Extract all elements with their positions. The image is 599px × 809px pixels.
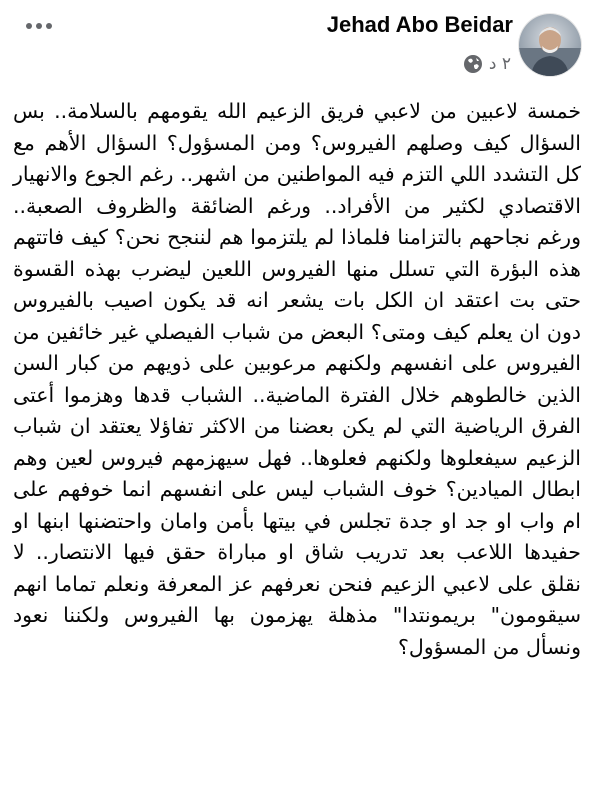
- more-options-button[interactable]: [22, 16, 56, 36]
- author-name[interactable]: Jehad Abo Beidar: [326, 12, 513, 37]
- author-avatar[interactable]: [519, 14, 581, 76]
- post-body-text: خمسة لاعبين من لاعبي فريق الزعيم الله يقومهم بالسلامة.. بس السؤال كيف وصلهم الفيروس؟ ومن المسؤول؟ السؤال الأهم مع كل التشدد اللي التزم فيه المواطنين من اشهر.. رغم الجوع والانهيار الاقتصادي لكثير من الأفراد.. ورغم الضائقة والظروف الصعبة.. ورغم نجاحهم بالتزامنا فلماذا لم يلتزموا هم لننجح نحن؟ كيف فاتتهم هذه البؤرة التي تسلل منها الفيروس اللعين ليضرب بهذه القسوة حتى بت اعتقد ان الكل بات يشعر انه قد يكون اصيب بالفيروس دون ان يعلم كيف ومتى؟ البعض من شباب الفيصلي غير خائفين من الفيروس على انفسهم ولكنهم مرعوبين على ذويهم من كبار السن الذين خالطوهم خلال الفترة الماضية.. الشباب قدها وهزموا أعتى الفرق الرياضية التي لم يكن بعضنا من الاكثر تفاؤلا يعتقد ان شباب الزعيم سيفعلوها ولكنهم فعلوها.. فهل سيهزمهم فيروس لعين وهم ابطال الميادين؟ خوف الشباب ليس على انفسهم انما خوفهم على ام واب او جد او جدة تجلس في بيتها بأمن وامان واحتضنها ابنها او حفيدها اللاعب بعد تدريب شاق او مباراة حقق فيها الانتصار.. لا نقلق على لاعبي الزعيم فنحن نعرفهم عز المعرفة ونعلم تماما انهم سيقومون" بريمونتدا" مذهلة يهزمون بها الفيروس ولكننا نعود ونسأل من المسؤول؟: [13, 99, 581, 659]
- avatar-image: [519, 14, 581, 76]
- post-meta: [463, 54, 511, 74]
- post-header: [0, 0, 599, 90]
- more-horizontal-icon: [46, 23, 52, 29]
- globe-icon[interactable]: [463, 54, 483, 74]
- more-horizontal-icon: [36, 23, 42, 29]
- post-timestamp[interactable]: ٢ د: [488, 54, 511, 74]
- more-horizontal-icon: [26, 23, 32, 29]
